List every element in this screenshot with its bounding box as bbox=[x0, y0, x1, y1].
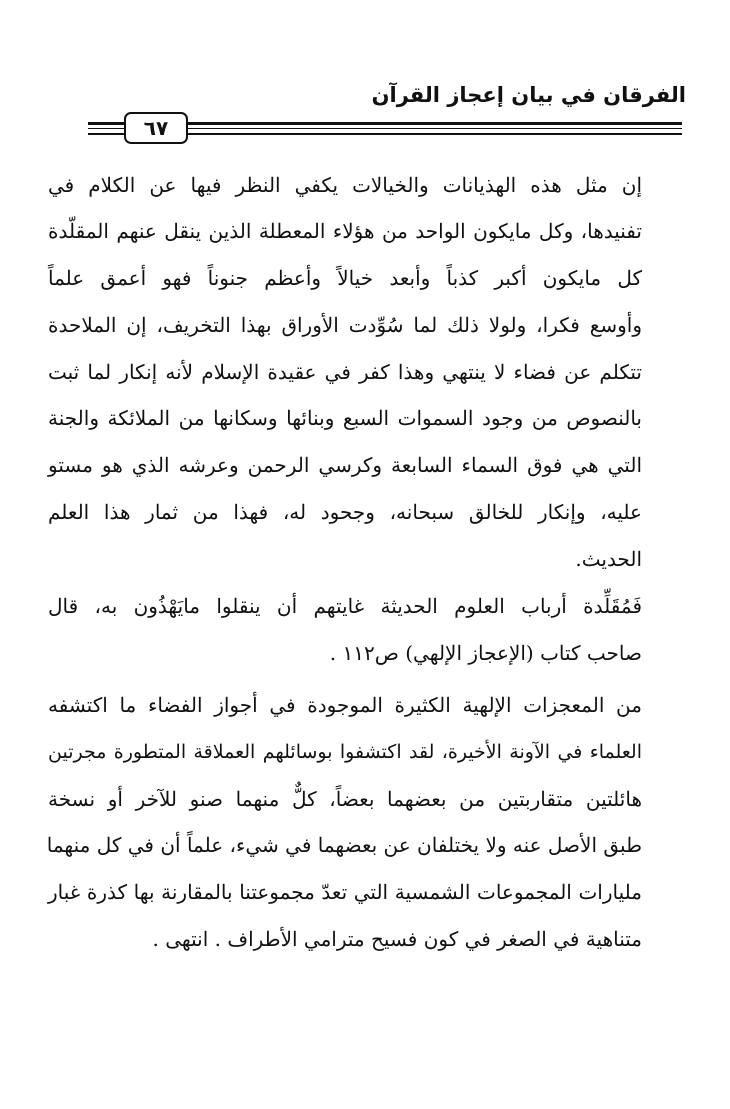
text-line: العلماء في الآونة الأخيرة، لقد اكتشفوا بوسائلهم العملاقة المتطورة مجرتين bbox=[48, 741, 642, 763]
text-line: الحديث. bbox=[575, 547, 642, 571]
text-line: تتكلم عن فضاء لا ينتهي وهذا كفر في عقيدة الإسلام لأنه إنكار لما ثبت bbox=[48, 360, 642, 384]
text-line: بالنصوص من وجود السموات السبع وبنائها وسكانها من الملائكة والجنة bbox=[48, 406, 642, 430]
text-line: مليارات المجموعات الشمسية التي تعدّ مجموعتنا بالمقارنة بها كذرة غبار bbox=[48, 880, 642, 904]
text-line: تفنيدها، وكل مايكون الواحد من هؤلاء المعطلة الذين ينقل عنهم المقلّدة bbox=[48, 219, 642, 243]
text-line: هائلتين متقاربتين من بعضهما بعضاً، كلٌّ منهما صنو للآخر أو نسخة bbox=[48, 787, 642, 811]
page-number: ٦٧ bbox=[143, 116, 169, 140]
text-line: كل مايكون أكبر كذباً وأبعد خيالاً وأعظم جنوناً فهو أعمق علماً bbox=[48, 266, 642, 290]
text-line: عليه، وإنكار للخالق سبحانه، وجحود له، فهذا من ثمار هذا العلم bbox=[48, 500, 642, 524]
book-title: الفرقان في بيان إعجاز القرآن bbox=[371, 83, 686, 107]
page-number-badge bbox=[124, 112, 188, 144]
text-line: صاحب كتاب (الإعجاز الإلهي) ص١١٢ . bbox=[329, 641, 642, 665]
text-line: إن مثل هذه الهذيانات والخيالات يكفي النظر فيها عن الكلام في bbox=[48, 173, 642, 197]
text-line: وأوسع فكرا، ولولا ذلك لما سُوِّدت الأوراق بهذا التخريف، إن الملاحدة bbox=[48, 313, 642, 337]
text-line: من المعجزات الإلهية الكثيرة الموجودة في أجواز الفضاء ما اكتشفه bbox=[48, 693, 642, 717]
text-line: متناهية في الصغر في كون فسيح مترامي الأطراف . انتهى . bbox=[152, 927, 642, 951]
text-line: التي هي فوق السماء السابعة وكرسي الرحمن وعرشه الذي هو مستو bbox=[48, 453, 642, 477]
text-line: فَمُقَلِّدة أرباب العلوم الحديثة غايتهم أن ينقلوا مايَهْذُون به، قال bbox=[48, 594, 642, 618]
text-line: طبق الأصل عنه ولا يختلفان عن بعضهما في شيء، علماً أن في كل منهما bbox=[46, 833, 642, 857]
